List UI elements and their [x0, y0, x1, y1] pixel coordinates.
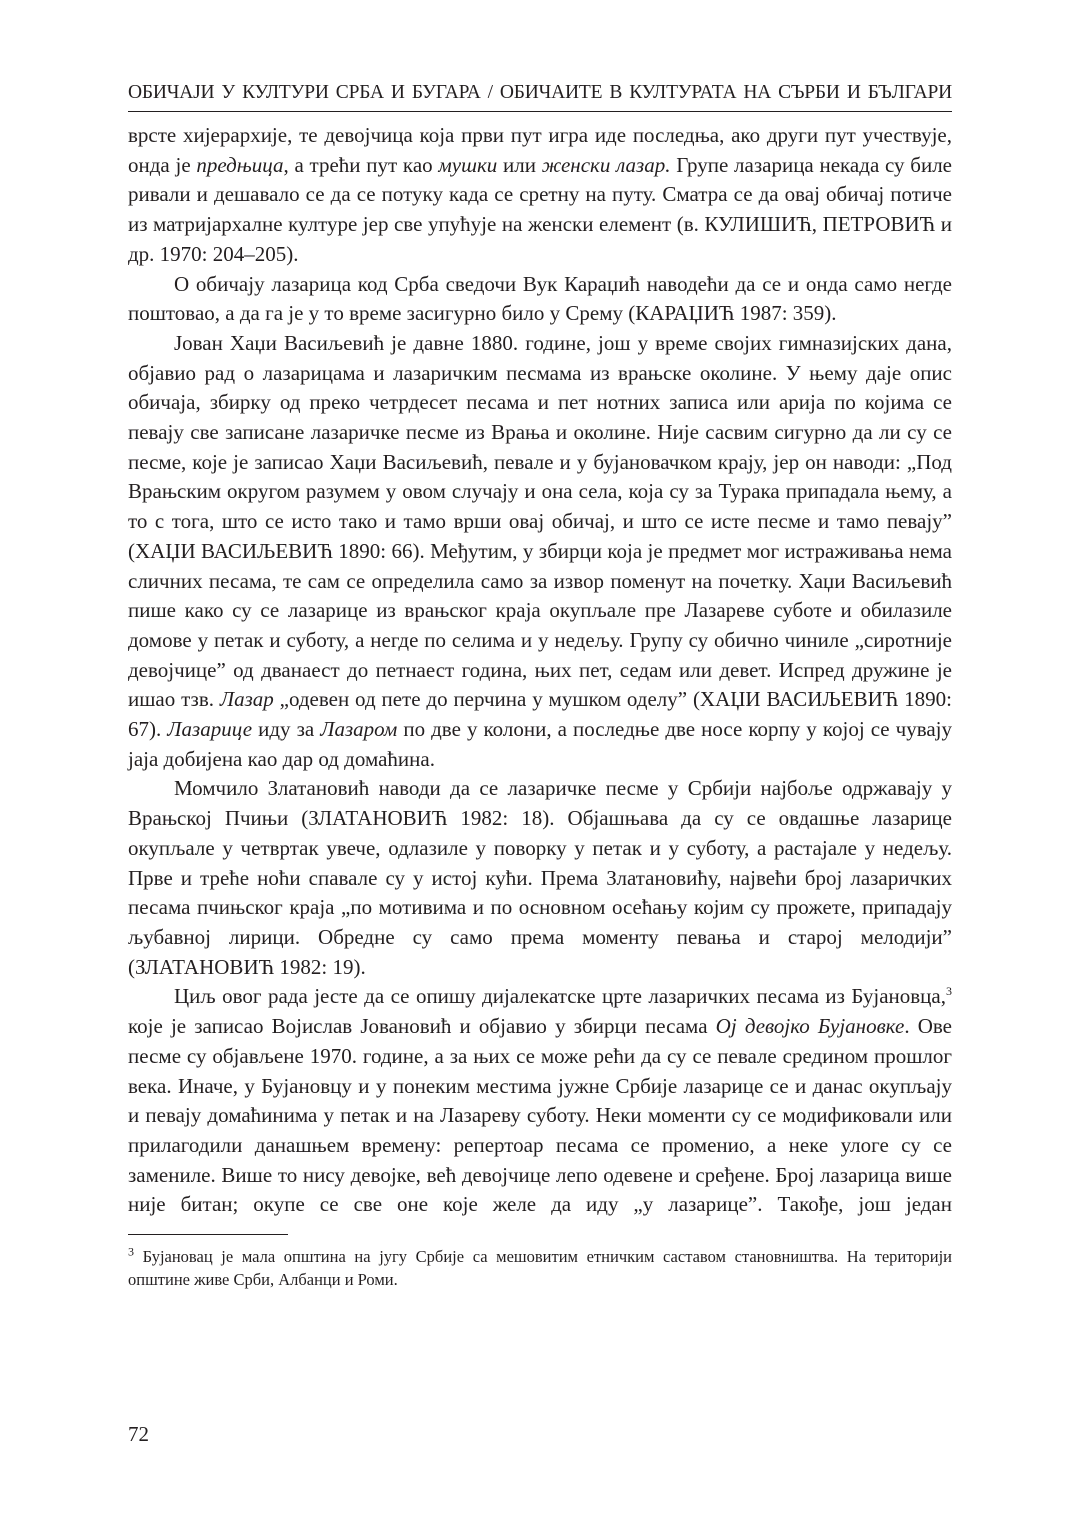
- text-segment: Момчило Златановић наводи да се лазаричке песме у Србији најбоље одржавају у Врањској Пчињи (ЗЛАТАНОВИЋ 1982: 18). Објашњава да су се овдашње лазарице окупљале у четвртак увече, одлазиле у поворку у петак и у суботу, а растајале у недељу. Прве и треће ноћи спавале су у истој кући. Према Златановићу, највећи број лазаричких песама пчињског краја „по мотивима и по основном осећању којим су прожете, припадају љубавној лирици. Обредне су само према моменту певања и старој мелодији” (ЗЛАТАНОВИЋ 1982: 19).: [128, 776, 952, 979]
- italic-text: Лазарице: [167, 717, 253, 742]
- paragraph-1: [128, 121, 952, 270]
- italic-text: женски лазар.: [541, 152, 671, 177]
- paragraph-3: [128, 329, 952, 775]
- text-segment: иду за: [252, 717, 321, 742]
- italic-text: Ој девојко Бујановке: [715, 1014, 905, 1039]
- text-segment: које је записао Војислав Јовановић и објавио у збирци песама: [128, 1014, 716, 1039]
- running-header: ОБИЧАЈИ У КУЛТУРИ СРБА И БУГАРА / ОБИЧАИТЕ В КУЛТУРАТА НА СЪРБИ И БЪЛГАРИ: [128, 60, 952, 112]
- italic-text: мушки: [438, 152, 498, 177]
- text-segment: Јован Хаџи Васиљевић је давне 1880. године, још у време својих гимназијских дана, објавио рад о лазарицама и лазаричким песмама из врањске околине. У њему даје опис обичаја, збирку од преко четрдесет песама и пет нотних записа или арија по којима се певају све записане лазаричке песме из Врања и околине. Није сасвим сигурно да ли су се песме, које је записао Хаџи Васиљевић, певале и у бујановачком крају, јер он наводи: „Под Врањским округом разумем у овом случају и она села, која су за Турака припадала њему, а то с тога, што се исто тако и тамо врши овај обичај, и што се исте песме и тамо певају” (ХАЏИ ВАСИЉЕВИЋ 1890: 66). Међутим, у збирци која је предмет мог истраживања нема сличних песама, те сам се определила само за извор поменут на почетку. Хаџи Васиљевић пише како су се лазарице из врањског краја окупљале пре Лазареве суботе и обилазиле домове у петак и суботу, а негде по селима и у недељу. Групу су обично чиниле „сиротније девојчице” од дванаест до петнаест година, њих пет, седам или девет. Испред дружине је ишао тзв.: [128, 330, 952, 712]
- text-segment: . Ове песме су објављене 1970. године, а за њих се може рећи да су се певале средином прошлог века. Иначе, у Бујановцу и у понеким местима јужне Србије лазарице се и данас окупљају и певају домаћинима у петак и на Лазареву суботу. Неки моменти су се модификовали или прилагодили данашњем времену: репертоар песама се променио, а неке улоге су се замениле. Више то нису девојке, већ девојчице лепо одевене и сређене. Број лазарица више није битан; окупе се све оне које желе да иду „у лазарице”. Такође, још један: [128, 1014, 952, 1217]
- text-segment: врсте хијерархије, те девојчица која први пут игра иде последња, ако други пут учествује, онда је: [128, 123, 952, 177]
- italic-text: предњица: [196, 152, 284, 177]
- footnote-divider: [128, 1234, 288, 1235]
- text-segment: Циљ овог рада јесте да се опишу дијалекатске црте лазаричких песама из Бујановца,: [174, 984, 946, 1009]
- paragraph-4: [128, 774, 952, 982]
- italic-text: Лазар: [219, 687, 274, 712]
- footnote-number: 3: [128, 1244, 134, 1259]
- footnote-text: Бујановац је мала општина на југу Србије са мешовитим етничким саставом становништва. На територији општине живе Срби, Албанци и Роми.: [128, 1247, 952, 1290]
- paragraph-5: [128, 982, 952, 1220]
- page: [128, 60, 952, 1500]
- footnote: [128, 1245, 952, 1291]
- text-segment: Групе лазарица некада су биле ривали и дешавало се да се потуку када се сретну на путу. Сматра се да овај обичај потиче из матријархалне културе јер све упућује на женски елемент (в. КУЛИШИЋ, ПЕТРОВИЋ и др. 1970: 204–205).: [128, 152, 952, 266]
- footnote-ref: 3: [946, 984, 952, 999]
- text-segment: О обичају лазарица код Срба сведочи Вук Караџић наводећи да се и онда само негде поштовао, а да га је у то време засигурно било у Срему (КАРАЏИЋ 1987: 359).: [128, 271, 952, 326]
- page-number: 72: [128, 1422, 149, 1446]
- text-segment: , а трећи пут као: [283, 152, 439, 177]
- text-segment: по две у колони, а последње две носе корпу у којој се чувају јаја добијена као дар од домаћина.: [128, 717, 952, 771]
- text-segment: „одевен од пете до перчина у мушком оделу” (ХАЏИ ВАСИЉЕВИЋ 1890: 67).: [128, 687, 952, 742]
- text-segment: или: [497, 152, 542, 177]
- body-text: [128, 121, 952, 1220]
- paragraph-2: [128, 270, 952, 329]
- italic-text: Лазаром: [320, 717, 398, 742]
